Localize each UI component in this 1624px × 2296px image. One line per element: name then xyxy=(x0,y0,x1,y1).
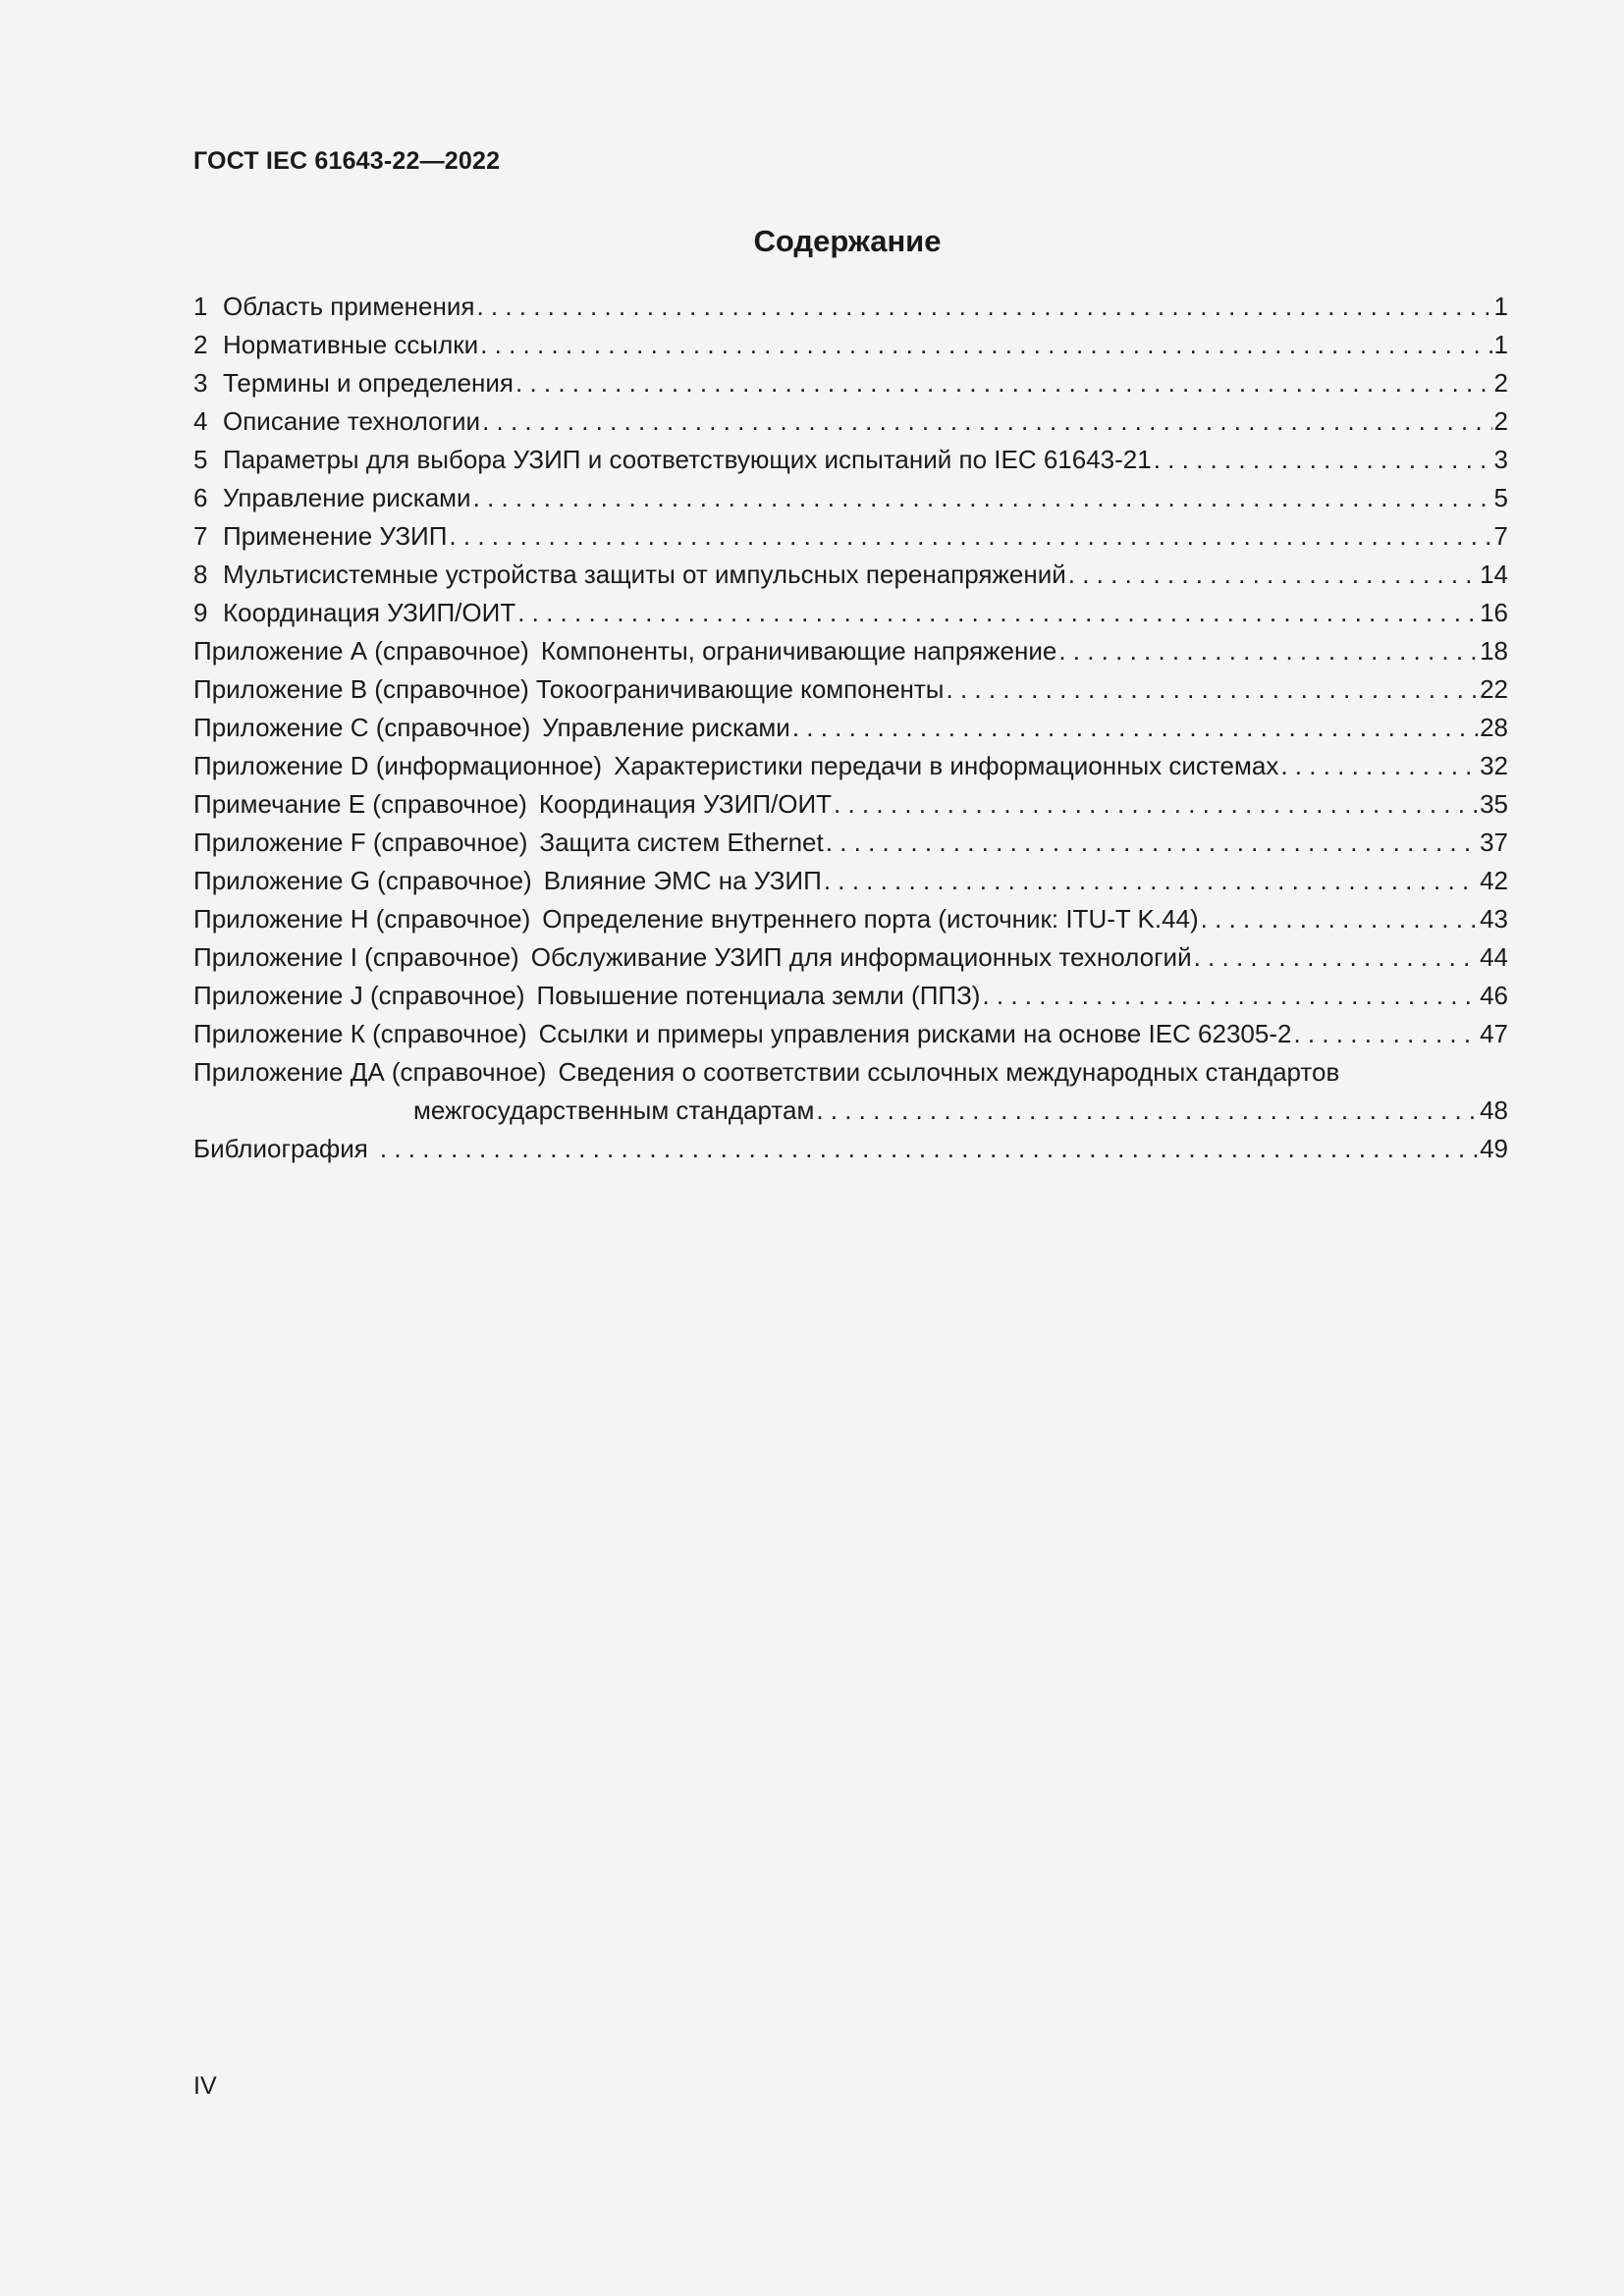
toc-entry-text xyxy=(193,288,476,326)
toc-entry-number: 1 xyxy=(193,292,208,321)
toc-leader-dots xyxy=(826,824,1478,862)
toc-entry-prefix: Приложение В (справочное) xyxy=(193,674,529,704)
toc-leader-dots xyxy=(515,364,1492,402)
toc-entry-prefix: Примечание Е (справочное) xyxy=(193,789,527,819)
toc-entry-text xyxy=(193,594,517,632)
toc-entry-text xyxy=(193,709,792,747)
toc-entry-number: 5 xyxy=(193,445,208,474)
toc-entry[interactable] xyxy=(193,556,1508,594)
toc-entry-page: 49 xyxy=(1480,1134,1508,1163)
toc-entry-number: 8 xyxy=(193,560,208,589)
toc-entry[interactable] xyxy=(193,402,1508,441)
toc-entry-page: 48 xyxy=(1480,1095,1508,1125)
toc-entry-prefix: Приложение К (справочное) xyxy=(193,1019,527,1048)
toc-entry-title: Повышение потенциала земли (ППЗ) xyxy=(536,981,981,1010)
toc-entry-title: Ссылки и примеры управления рисками на основе IEC 62305-2 xyxy=(538,1019,1292,1048)
toc-entry-prefix: Приложение I (справочное) xyxy=(193,942,519,972)
toc-entry-page: 43 xyxy=(1480,904,1508,934)
toc-leader-dots xyxy=(816,1092,1478,1130)
toc-entry-title: Определение внутреннего порта (источник: ITU-T K.44) xyxy=(542,904,1199,934)
toc-entry-text xyxy=(193,785,834,824)
toc-entry-prefix: Приложение D (информационное) xyxy=(193,751,603,780)
toc-entry[interactable] xyxy=(193,517,1508,556)
toc-entry[interactable] xyxy=(193,938,1508,977)
toc-entry-text xyxy=(193,326,480,364)
toc-leader-dots xyxy=(792,709,1478,747)
toc-entry-title: Библиография xyxy=(193,1134,368,1163)
toc-entry-title: Координация УЗИП/ОИТ xyxy=(223,598,516,627)
toc-entry-title: Защита систем Ethernet xyxy=(539,828,824,857)
toc-entry-title: Параметры для выбора УЗИП и соответствующих испытаний по IEC 61643-21 xyxy=(223,445,1152,474)
toc-entry-title: Термины и определения xyxy=(223,368,514,398)
toc-entry-title: Сведения о соответствии ссылочных международных стандартов xyxy=(558,1057,1340,1087)
toc-entry-text xyxy=(193,1130,380,1168)
toc-entry-text xyxy=(193,824,826,862)
toc-leader-dots xyxy=(824,862,1478,900)
toc-entry-title: Управление рисками xyxy=(223,483,471,512)
table-of-contents xyxy=(193,288,1508,1168)
page-number: IV xyxy=(193,2072,217,2100)
toc-entry-title: Применение УЗИП xyxy=(223,521,448,551)
toc-entry-text xyxy=(193,670,947,709)
toc-entry-number: 2 xyxy=(193,330,208,359)
toc-leader-dots xyxy=(1058,632,1478,670)
toc-entry-page: 5 xyxy=(1493,483,1508,512)
toc-leader-dots xyxy=(982,977,1478,1015)
toc-leader-dots xyxy=(1293,1015,1478,1053)
toc-entry[interactable] xyxy=(193,862,1508,900)
toc-leader-dots xyxy=(482,402,1491,441)
toc-entry-title: Координация УЗИП/ОИТ xyxy=(538,789,833,819)
toc-entry-text xyxy=(193,977,982,1015)
toc-entry-page: 46 xyxy=(1480,981,1508,1010)
toc-entry-title: Описание технологии xyxy=(223,406,481,436)
toc-entry-title: Характеристики передачи в информационных системах xyxy=(614,751,1279,780)
toc-entry-text xyxy=(193,632,1058,670)
toc-leader-dots xyxy=(517,594,1478,632)
toc-leader-dots xyxy=(1201,900,1478,938)
toc-entry-number: 9 xyxy=(193,598,208,627)
toc-entry[interactable] xyxy=(193,479,1508,517)
toc-entry-prefix: Приложение F (справочное) xyxy=(193,828,528,857)
toc-entry[interactable] xyxy=(193,1130,1508,1168)
toc-entry-title-continued: межгосударственным стандартам xyxy=(413,1095,815,1125)
toc-entry-title: Нормативные ссылки xyxy=(223,330,479,359)
toc-entry-page: 28 xyxy=(1480,713,1508,742)
toc-entry[interactable] xyxy=(193,288,1508,326)
toc-entry-page: 16 xyxy=(1480,598,1508,627)
toc-entry-prefix: Приложение С (справочное) xyxy=(193,713,531,742)
toc-entry-page: 14 xyxy=(1480,560,1508,589)
toc-entry-page: 2 xyxy=(1493,406,1508,436)
toc-entry[interactable] xyxy=(193,900,1508,938)
toc-leader-dots xyxy=(480,326,1491,364)
toc-entry-prefix: Приложение J (справочное) xyxy=(193,981,525,1010)
toc-entry[interactable] xyxy=(193,1053,1508,1092)
toc-entry-text xyxy=(193,556,1068,594)
toc-entry-text xyxy=(193,862,824,900)
toc-entry[interactable] xyxy=(193,670,1508,709)
toc-leader-dots xyxy=(834,785,1478,824)
toc-leader-dots xyxy=(1280,747,1478,785)
toc-entry[interactable] xyxy=(193,594,1508,632)
toc-leader-dots xyxy=(473,479,1492,517)
toc-entry-title: Мультисистемные устройства защиты от импульсных перенапряжений xyxy=(223,560,1066,589)
toc-entry-text xyxy=(193,900,1201,938)
toc-entry[interactable] xyxy=(193,1015,1508,1053)
toc-leader-dots xyxy=(476,288,1491,326)
toc-entry-text xyxy=(193,517,449,556)
toc-entry-page: 42 xyxy=(1480,866,1508,895)
toc-leader-dots xyxy=(1154,441,1492,479)
toc-entry-text xyxy=(193,479,473,517)
toc-entry-page: 32 xyxy=(1480,751,1508,780)
toc-entry[interactable] xyxy=(193,709,1508,747)
toc-entry-number: 4 xyxy=(193,406,208,436)
toc-leader-dots xyxy=(947,670,1479,709)
toc-entry-text xyxy=(193,364,515,402)
toc-entry-page: 1 xyxy=(1493,330,1508,359)
toc-entry-prefix: Приложение Н (справочное) xyxy=(193,904,531,934)
toc-entry-page: 3 xyxy=(1493,445,1508,474)
toc-entry-text xyxy=(193,1015,1293,1053)
toc-entry[interactable] xyxy=(193,977,1508,1015)
toc-entry-page: 44 xyxy=(1480,942,1508,972)
toc-entry-continuation[interactable] xyxy=(193,1092,1508,1130)
toc-entry-page: 22 xyxy=(1480,674,1508,704)
toc-entry-page: 47 xyxy=(1480,1019,1508,1048)
toc-entry[interactable] xyxy=(193,441,1508,479)
toc-entry-page: 2 xyxy=(1493,368,1508,398)
toc-entry-number: 7 xyxy=(193,521,208,551)
toc-entry-page: 7 xyxy=(1493,521,1508,551)
toc-entry-prefix: Приложение G (справочное) xyxy=(193,866,532,895)
toc-entry[interactable] xyxy=(193,785,1508,824)
toc-leader-dots xyxy=(449,517,1491,556)
toc-entry[interactable] xyxy=(193,747,1508,785)
toc-entry-text xyxy=(193,1053,1341,1092)
toc-entry-title: Управление рисками xyxy=(542,713,790,742)
toc-leader-dots xyxy=(380,1130,1478,1168)
toc-entry[interactable] xyxy=(193,824,1508,862)
toc-entry-number: 6 xyxy=(193,483,208,512)
toc-entry-page: 1 xyxy=(1493,292,1508,321)
toc-entry[interactable] xyxy=(193,632,1508,670)
toc-entry-number: 3 xyxy=(193,368,208,398)
toc-entry[interactable] xyxy=(193,364,1508,402)
toc-entry-text xyxy=(193,747,1280,785)
toc-leader-dots xyxy=(1068,556,1478,594)
toc-entry-text xyxy=(193,402,482,441)
toc-entry-prefix: Приложение ДА (справочное) xyxy=(193,1057,547,1087)
toc-entry-title: Влияние ЭМС на УЗИП xyxy=(543,866,822,895)
toc-entry-text xyxy=(193,441,1154,479)
toc-entry[interactable] xyxy=(193,326,1508,364)
toc-entry-title: Токоограничивающие компоненты xyxy=(535,674,945,704)
toc-leader-dots xyxy=(1194,938,1478,977)
toc-entry-text xyxy=(193,938,1194,977)
toc-entry-title: Обслуживание УЗИП для информационных технологий xyxy=(530,942,1192,972)
toc-entry-title: Область применения xyxy=(223,292,475,321)
toc-entry-page: 18 xyxy=(1480,636,1508,666)
toc-title: Содержание xyxy=(753,224,942,258)
toc-entry-page: 37 xyxy=(1480,828,1508,857)
toc-entry-page: 35 xyxy=(1480,789,1508,819)
toc-entry-prefix: Приложение А (справочное) xyxy=(193,636,529,666)
document-header: ГОСТ IEC 61643-22—2022 xyxy=(193,147,501,175)
toc-entry-title: Компоненты, ограничивающие напряжение xyxy=(540,636,1057,666)
